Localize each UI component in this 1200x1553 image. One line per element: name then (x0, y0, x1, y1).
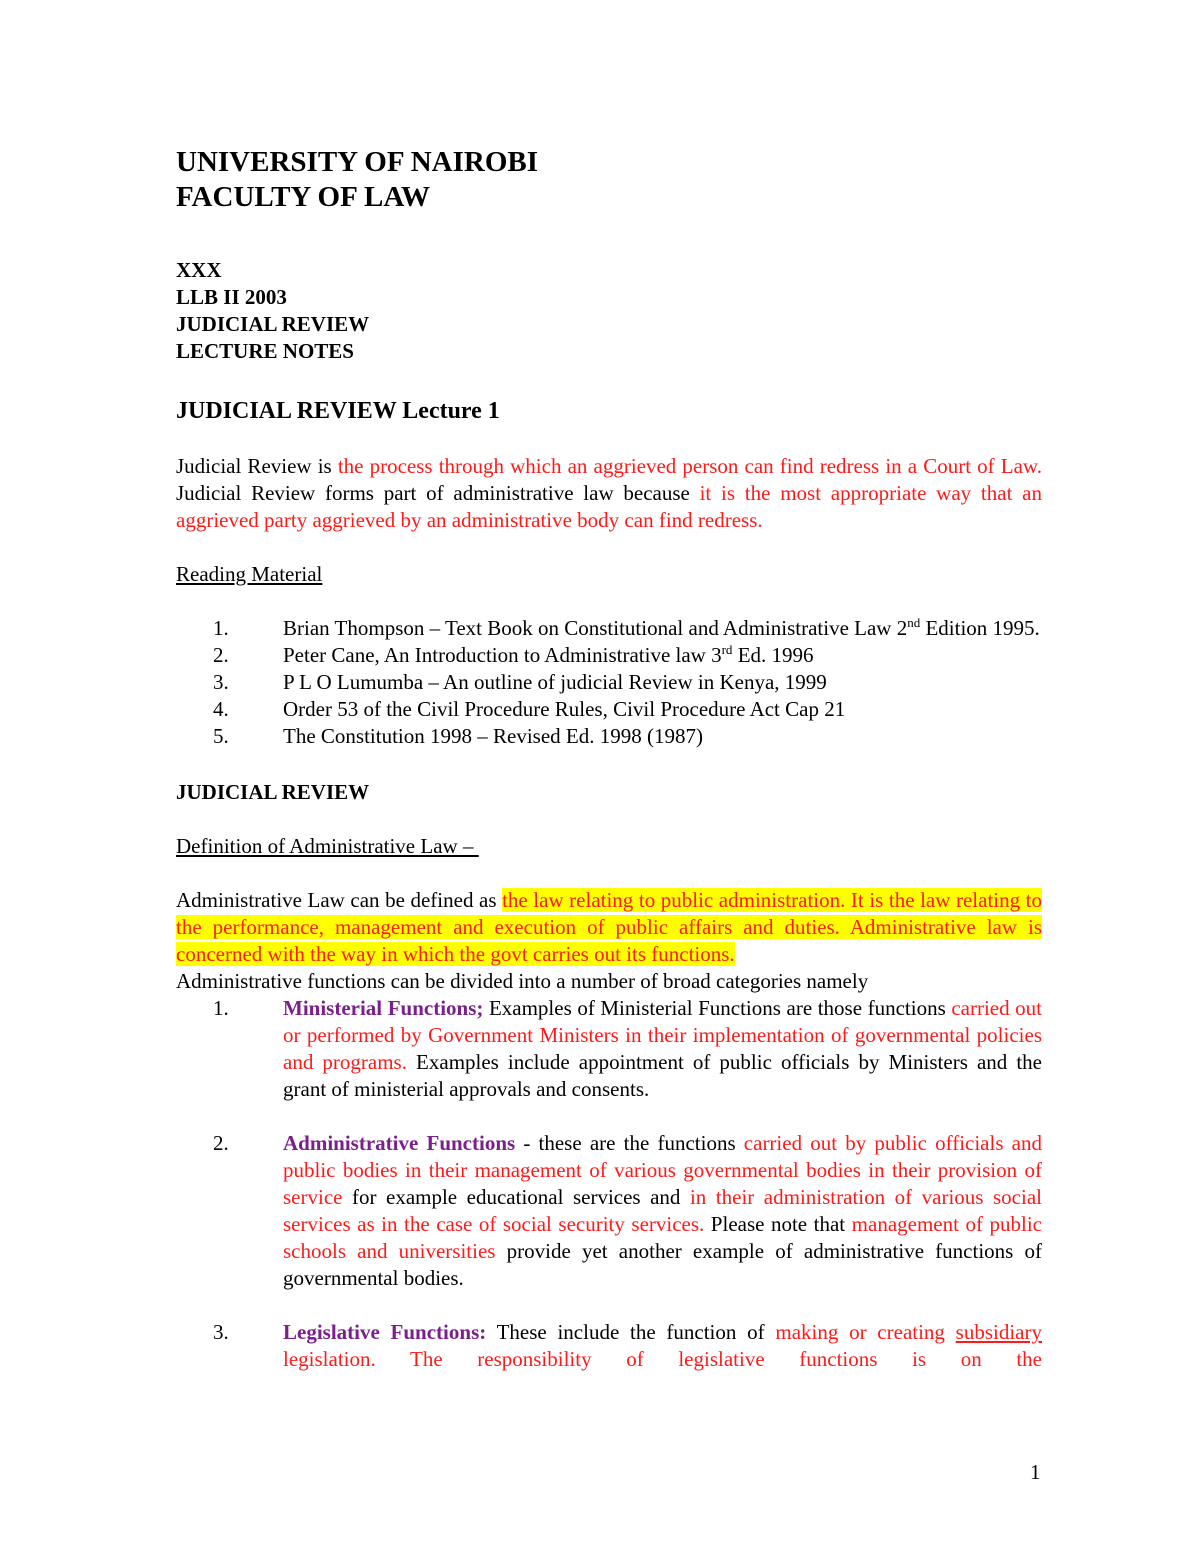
document-body (176, 145, 1042, 1373)
list-item: 2. Peter Cane, An Introduction to Administrative law 3rd Ed. 1996 (213, 642, 814, 667)
functions-list (176, 995, 1042, 1373)
intro-paragraph (176, 453, 1042, 534)
intro-red-text-2: it is the most appropriate way that an aggrieved party aggrieved by an administrative body can find redress. (176, 481, 1042, 532)
section-heading: JUDICIAL REVIEW (176, 780, 370, 804)
reading-heading: Reading Material (176, 562, 323, 586)
faculty-title: FACULTY OF LAW (176, 181, 431, 213)
intro-red-text: the process through which an aggrieved person can find redress in a Court of Law. (337, 454, 1042, 478)
course-title: JUDICIAL REVIEW (176, 312, 370, 336)
function-title: Ministerial Functions; (283, 996, 484, 1020)
categories-intro: Administrative functions can be divided into a number of broad categories namely (176, 969, 869, 993)
list-item: 4. Order 53 of the Civil Procedure Rules, Civil Procedure Act Cap 21 (213, 697, 846, 721)
function-title: Administrative Functions (283, 1131, 516, 1155)
notes-label: LECTURE NOTES (176, 339, 354, 363)
university-title: UNIVERSITY OF NAIROBI (176, 146, 539, 178)
definition-heading: Definition of Administrative Law – (176, 834, 479, 858)
lecture-title: JUDICIAL REVIEW Lecture 1 (176, 398, 500, 424)
reading-list (176, 615, 1042, 750)
course-code: LLB II 2003 (176, 285, 287, 309)
page-number: 1 (1030, 1460, 1041, 1484)
definition-highlight: the law relating to public administration. It is the law relating to the performance, management and execution of public affairs and duties. Administrative law is concerned with the way in which the govt carries out its functions. (176, 888, 1043, 966)
list-item: 3. P L O Lumumba – An outline of judicial Review in Kenya, 1999 (213, 670, 827, 694)
intro-text: Judicial Review is (176, 454, 338, 478)
list-item: 2. Administrative Functions - these are the functions carried out by public officials and public bodies in their management of various governmental bodies in their provision of service for example educational services and in their administration of various social services as in the case of social security services. Please note that management of public schools and universities provide yet another example of administrative functions of governmental bodies. (213, 1131, 1043, 1290)
definition-paragraph (176, 887, 1042, 968)
list-item: 5. The Constitution 1998 – Revised Ed. 1998 (1987) (213, 724, 703, 748)
definition-lead: Administrative Law can be defined as (176, 888, 503, 912)
list-item: 3. Legislative Functions: These include the function of making or creating subsidiary legislation. The responsibility of legislative functions is on the (213, 1320, 1042, 1371)
list-item: 1. Ministerial Functions; Examples of Ministerial Functions are those functions carried out or performed by Government Ministers in their implementation of governmental policies and programs. Examples include appointment of public officials by Ministers and the grant of ministerial approvals and consents. (213, 996, 1042, 1101)
intro-text-2: Judicial Review forms part of administrative law because (176, 481, 700, 505)
list-item: 1. Brian Thompson – Text Book on Constitutional and Administrative Law 2nd Edition 1995. (213, 615, 1040, 640)
meta-line: XXX (176, 258, 222, 282)
function-title: Legislative Functions: (283, 1320, 487, 1344)
